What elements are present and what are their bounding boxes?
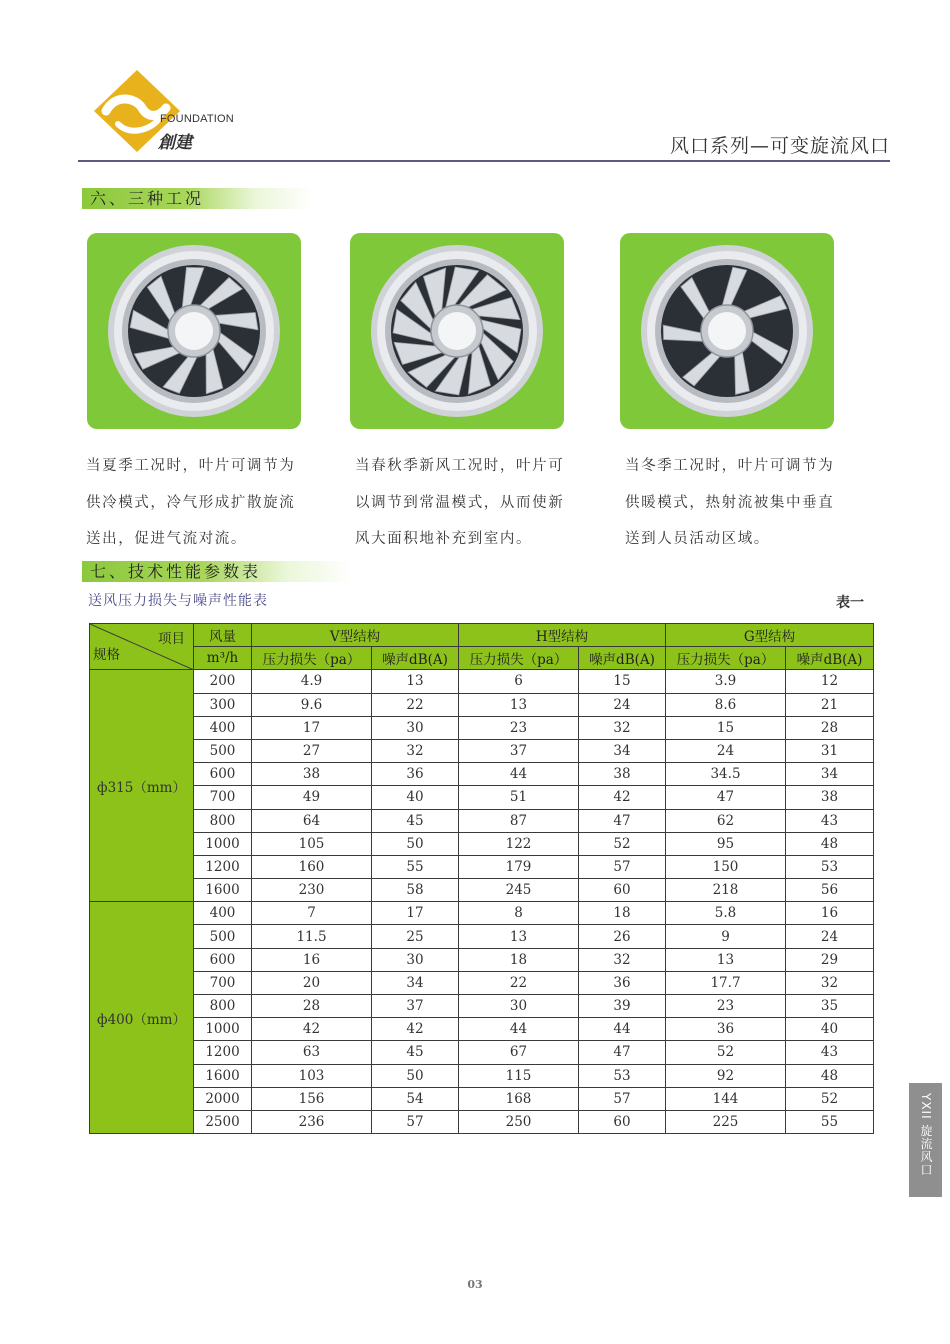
noise-cell: 56 xyxy=(786,879,874,902)
table-row xyxy=(90,855,874,878)
pressure-cell: 218 xyxy=(666,879,786,902)
pressure-cell: 245 xyxy=(459,879,579,902)
pressure-header: 压力损失（pa） xyxy=(666,647,786,670)
table-corner-header xyxy=(90,624,194,670)
pressure-cell: 179 xyxy=(459,855,579,878)
noise-cell: 26 xyxy=(579,925,666,948)
page-number: 03 xyxy=(467,1278,483,1291)
pressure-cell: 4.9 xyxy=(252,670,372,693)
caption-line: 当春秋季新风工况时，叶片可 xyxy=(355,458,565,474)
pressure-cell: 52 xyxy=(666,1041,786,1064)
noise-cell: 52 xyxy=(786,1087,874,1110)
noise-cell: 50 xyxy=(372,832,459,855)
pressure-cell: 51 xyxy=(459,786,579,809)
airflow-cell: 1600 xyxy=(194,879,252,902)
table-number: 表一 xyxy=(836,595,864,611)
pressure-cell: 27 xyxy=(252,739,372,762)
noise-cell: 32 xyxy=(372,739,459,762)
noise-cell: 47 xyxy=(579,1041,666,1064)
fan-caption-summer xyxy=(86,448,322,558)
noise-cell: 28 xyxy=(786,716,874,739)
noise-cell: 13 xyxy=(372,670,459,693)
performance-table xyxy=(89,623,874,1134)
airflow-cell: 1200 xyxy=(194,1041,252,1064)
noise-cell: 35 xyxy=(786,995,874,1018)
noise-cell: 36 xyxy=(579,971,666,994)
noise-cell: 40 xyxy=(372,786,459,809)
pressure-cell: 22 xyxy=(459,971,579,994)
noise-cell: 60 xyxy=(579,1110,666,1133)
airflow-cell: 1200 xyxy=(194,855,252,878)
airflow-cell: 600 xyxy=(194,948,252,971)
fan-caption-spring-autumn xyxy=(355,448,591,558)
airflow-cell: 1600 xyxy=(194,1064,252,1087)
noise-cell: 44 xyxy=(579,1018,666,1041)
pressure-cell: 225 xyxy=(666,1110,786,1133)
pressure-cell: 236 xyxy=(252,1110,372,1133)
pressure-cell: 3.9 xyxy=(666,670,786,693)
pressure-cell: 64 xyxy=(252,809,372,832)
noise-cell: 54 xyxy=(372,1087,459,1110)
caption-line: 供冷模式，冷气形成扩散旋流 xyxy=(86,494,296,511)
noise-cell: 48 xyxy=(786,832,874,855)
table-row xyxy=(90,1064,874,1087)
pressure-cell: 16 xyxy=(252,948,372,971)
noise-cell: 30 xyxy=(372,948,459,971)
noise-cell: 57 xyxy=(579,855,666,878)
corner-label-item: 项目 xyxy=(158,631,185,647)
table-row xyxy=(90,925,874,948)
pressure-cell: 28 xyxy=(252,995,372,1018)
pressure-cell: 36 xyxy=(666,1018,786,1041)
airflow-cell: 700 xyxy=(194,786,252,809)
table-row xyxy=(90,739,874,762)
pressure-cell: 63 xyxy=(252,1041,372,1064)
pressure-cell: 38 xyxy=(252,763,372,786)
noise-cell: 45 xyxy=(372,809,459,832)
pressure-cell: 5.8 xyxy=(666,902,786,925)
corner-label-spec: 规格 xyxy=(93,647,120,664)
pressure-cell: 103 xyxy=(252,1064,372,1087)
airflow-cell: 2500 xyxy=(194,1110,252,1133)
pressure-cell: 8.6 xyxy=(666,693,786,716)
pressure-cell: 92 xyxy=(666,1064,786,1087)
pressure-cell: 230 xyxy=(252,879,372,902)
pressure-cell: 30 xyxy=(459,995,579,1018)
noise-cell: 32 xyxy=(786,971,874,994)
table-row xyxy=(90,879,874,902)
airflow-cell: 200 xyxy=(194,670,252,693)
fan-caption-winter xyxy=(625,448,861,558)
noise-cell: 40 xyxy=(786,1018,874,1041)
pressure-cell: 9.6 xyxy=(252,693,372,716)
table-row xyxy=(90,832,874,855)
caption-line: 风大面积地补充到室内。 xyxy=(355,531,533,547)
noise-cell: 47 xyxy=(579,809,666,832)
noise-cell: 32 xyxy=(579,716,666,739)
pressure-cell: 44 xyxy=(459,763,579,786)
noise-cell: 36 xyxy=(372,763,459,786)
pressure-cell: 42 xyxy=(252,1018,372,1041)
noise-cell: 53 xyxy=(786,855,874,878)
caption-line: 当冬季工况时，叶片可调节为 xyxy=(625,458,835,474)
table-row xyxy=(90,1087,874,1110)
noise-cell: 29 xyxy=(786,948,874,971)
noise-cell: 42 xyxy=(372,1018,459,1041)
pressure-cell: 62 xyxy=(666,809,786,832)
noise-header: 噪声dB(A) xyxy=(579,647,666,670)
table-row xyxy=(90,971,874,994)
airflow-cell: 400 xyxy=(194,902,252,925)
noise-cell: 24 xyxy=(579,693,666,716)
noise-cell: 38 xyxy=(786,786,874,809)
pressure-cell: 144 xyxy=(666,1087,786,1110)
pressure-cell: 44 xyxy=(459,1018,579,1041)
airflow-cell: 800 xyxy=(194,995,252,1018)
airflow-cell: 700 xyxy=(194,971,252,994)
airflow-cell: 1000 xyxy=(194,832,252,855)
table-row xyxy=(90,670,874,693)
pressure-cell: 250 xyxy=(459,1110,579,1133)
pressure-cell: 105 xyxy=(252,832,372,855)
type-h-header: H型结构 xyxy=(459,624,666,647)
caption-line: 送到人员活动区域。 xyxy=(625,531,770,547)
noise-header: 噪声dB(A) xyxy=(786,647,874,670)
noise-cell: 25 xyxy=(372,925,459,948)
noise-cell: 34 xyxy=(579,739,666,762)
noise-cell: 39 xyxy=(579,995,666,1018)
airflow-unit: m³/h xyxy=(194,647,252,670)
noise-cell: 45 xyxy=(372,1041,459,1064)
pressure-cell: 156 xyxy=(252,1087,372,1110)
caption-line: 供暖模式，热射流被集中垂直 xyxy=(625,494,835,511)
pressure-cell: 6 xyxy=(459,670,579,693)
page-header-title: 风口系列—可变旋流风口 xyxy=(669,135,890,157)
noise-cell: 55 xyxy=(372,855,459,878)
noise-cell: 34 xyxy=(372,971,459,994)
table-row xyxy=(90,902,874,925)
pressure-cell: 9 xyxy=(666,925,786,948)
pressure-cell: 13 xyxy=(459,693,579,716)
pressure-cell: 24 xyxy=(666,739,786,762)
noise-cell: 42 xyxy=(579,786,666,809)
pressure-cell: 7 xyxy=(252,902,372,925)
table-row xyxy=(90,1110,874,1133)
pressure-cell: 23 xyxy=(666,995,786,1018)
noise-cell: 50 xyxy=(372,1064,459,1087)
pressure-cell: 47 xyxy=(666,786,786,809)
table-row xyxy=(90,948,874,971)
noise-cell: 12 xyxy=(786,670,874,693)
table-caption: 送风压力损失与噪声性能表 xyxy=(88,593,268,609)
pressure-cell: 17.7 xyxy=(666,971,786,994)
pressure-cell: 115 xyxy=(459,1064,579,1087)
airflow-cell: 2000 xyxy=(194,1087,252,1110)
table-row xyxy=(90,1018,874,1041)
airflow-cell: 1000 xyxy=(194,1018,252,1041)
noise-cell: 48 xyxy=(786,1064,874,1087)
pressure-cell: 95 xyxy=(666,832,786,855)
noise-cell: 18 xyxy=(579,902,666,925)
type-g-header: G型结构 xyxy=(666,624,874,647)
fan-image-winter xyxy=(620,233,834,429)
table-row xyxy=(90,1041,874,1064)
airflow-cell: 500 xyxy=(194,739,252,762)
caption-line: 当夏季工况时，叶片可调节为 xyxy=(86,458,296,474)
noise-cell: 55 xyxy=(786,1110,874,1133)
airflow-header: 风量 xyxy=(194,624,252,647)
pressure-cell: 150 xyxy=(666,855,786,878)
noise-cell: 37 xyxy=(372,995,459,1018)
table-row xyxy=(90,763,874,786)
airflow-cell: 500 xyxy=(194,925,252,948)
noise-cell: 52 xyxy=(579,832,666,855)
table-row xyxy=(90,716,874,739)
side-tab-label: YXII 旋流风口 xyxy=(919,1093,933,1177)
spec-group-label: ф400（mm） xyxy=(90,902,194,1134)
fan-diffuser-icon xyxy=(87,233,301,429)
type-v-header: V型结构 xyxy=(252,624,459,647)
header-divider xyxy=(78,160,890,162)
airflow-cell: 600 xyxy=(194,763,252,786)
table-row xyxy=(90,786,874,809)
noise-cell: 22 xyxy=(372,693,459,716)
noise-cell: 32 xyxy=(579,948,666,971)
fan-image-summer xyxy=(87,233,301,429)
section-seven-title: 七、技术性能参数表 xyxy=(82,561,352,582)
pressure-cell: 8 xyxy=(459,902,579,925)
pressure-header: 压力损失（pa） xyxy=(459,647,579,670)
pressure-cell: 13 xyxy=(666,948,786,971)
fan-diffuser-icon xyxy=(350,233,564,429)
pressure-cell: 160 xyxy=(252,855,372,878)
noise-cell: 43 xyxy=(786,809,874,832)
pressure-cell: 15 xyxy=(666,716,786,739)
pressure-cell: 20 xyxy=(252,971,372,994)
pressure-cell: 168 xyxy=(459,1087,579,1110)
noise-cell: 53 xyxy=(579,1064,666,1087)
noise-cell: 57 xyxy=(579,1087,666,1110)
noise-cell: 21 xyxy=(786,693,874,716)
pressure-cell: 11.5 xyxy=(252,925,372,948)
noise-cell: 31 xyxy=(786,739,874,762)
caption-line: 以调节到常温模式，从而使新 xyxy=(355,494,565,511)
table-row xyxy=(90,693,874,716)
pressure-cell: 23 xyxy=(459,716,579,739)
pressure-header: 压力损失（pa） xyxy=(252,647,372,670)
noise-cell: 57 xyxy=(372,1110,459,1133)
pressure-cell: 67 xyxy=(459,1041,579,1064)
airflow-cell: 300 xyxy=(194,693,252,716)
noise-cell: 60 xyxy=(579,879,666,902)
fan-image-spring-autumn xyxy=(350,233,564,429)
noise-header: 噪声dB(A) xyxy=(372,647,459,670)
pressure-cell: 17 xyxy=(252,716,372,739)
noise-cell: 34 xyxy=(786,763,874,786)
noise-cell: 30 xyxy=(372,716,459,739)
airflow-cell: 800 xyxy=(194,809,252,832)
section-six-title: 六、三种工况 xyxy=(82,188,312,209)
noise-cell: 43 xyxy=(786,1041,874,1064)
noise-cell: 38 xyxy=(579,763,666,786)
spec-group-label: ф315（mm） xyxy=(90,670,194,902)
caption-line: 送出，促进气流对流。 xyxy=(86,531,247,547)
noise-cell: 15 xyxy=(579,670,666,693)
pressure-cell: 34.5 xyxy=(666,763,786,786)
table-row xyxy=(90,809,874,832)
noise-cell: 24 xyxy=(786,925,874,948)
table-row xyxy=(90,995,874,1018)
airflow-cell: 400 xyxy=(194,716,252,739)
pressure-cell: 18 xyxy=(459,948,579,971)
table-body xyxy=(90,670,874,1134)
logo-chinese-name: 創建 xyxy=(158,133,192,153)
noise-cell: 58 xyxy=(372,879,459,902)
pressure-cell: 37 xyxy=(459,739,579,762)
pressure-cell: 87 xyxy=(459,809,579,832)
pressure-cell: 122 xyxy=(459,832,579,855)
pressure-cell: 13 xyxy=(459,925,579,948)
side-section-tab xyxy=(909,1083,942,1197)
pressure-cell: 49 xyxy=(252,786,372,809)
noise-cell: 16 xyxy=(786,902,874,925)
fan-diffuser-icon xyxy=(620,233,834,429)
noise-cell: 17 xyxy=(372,902,459,925)
logo-english-name: FOUNDATION xyxy=(160,113,234,125)
